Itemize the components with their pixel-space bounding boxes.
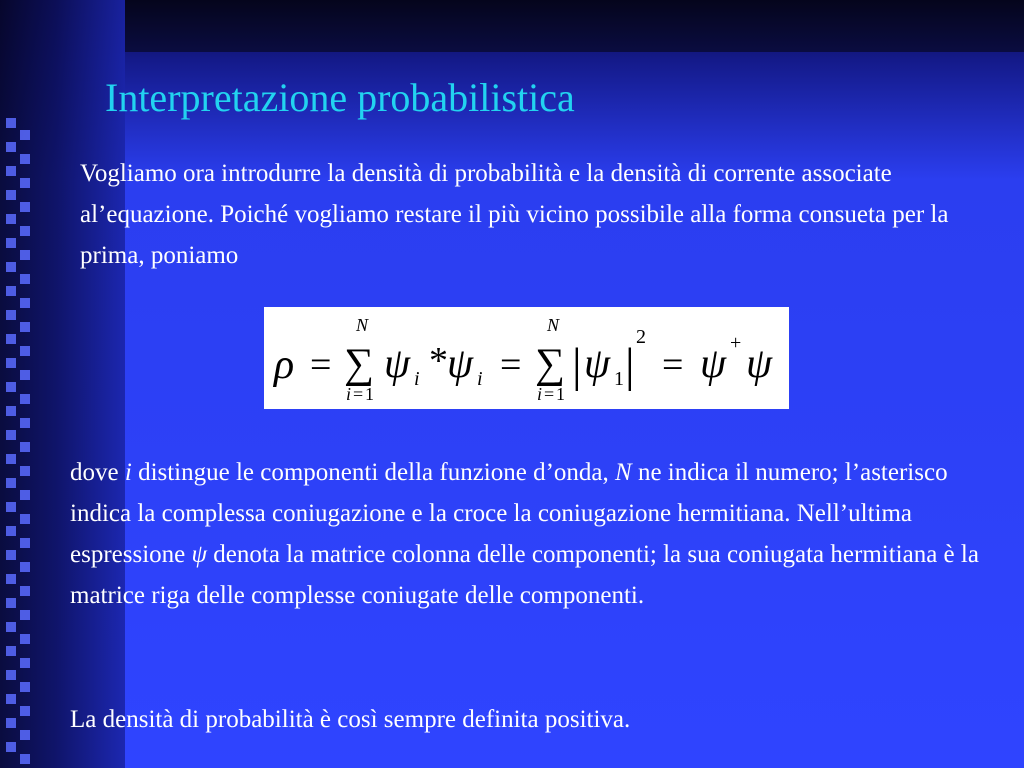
formula-sum1: ∑	[344, 341, 374, 387]
explanation-var-N: N	[615, 459, 632, 486]
top-decoration-strip	[125, 0, 1024, 52]
formula-star: *	[429, 340, 448, 382]
formula-rho: ρ	[274, 342, 295, 388]
formula-sum1-lower-eq: =	[353, 384, 364, 404]
formula-sum1-lower-i: i	[346, 384, 352, 404]
formula-sum2-lower-one: 1	[556, 384, 565, 404]
formula-plus: +	[730, 332, 742, 354]
explanation-text-1: dove	[70, 459, 125, 486]
formula-sub-i-2: i	[477, 368, 483, 390]
formula-psi-5: ψ	[746, 341, 773, 387]
formula-sum2-lower-i: i	[537, 384, 543, 404]
explanation-text-3: ne indica il numero; l’asterisco indica la complessa coniugazione e la croce la coniugazione hermitiana. Nell’ultima espressione	[70, 459, 948, 568]
explanation-text-4: denota la matrice colonna delle componenti; la sua coniugata hermitiana è la matrice riga delle complesse coniugate delle componenti.	[70, 541, 979, 609]
formula-sum1-upper: N	[356, 315, 369, 335]
explanation-var-i: i	[124, 459, 132, 486]
conclusion-paragraph: La densità di probabilità è così sempre definita positiva.	[70, 706, 631, 733]
formula-equals-1: =	[310, 344, 332, 386]
formula-exp-2: 2	[636, 326, 646, 348]
explanation-var-psi: ψ	[191, 541, 208, 568]
formula-box	[264, 307, 789, 409]
formula-sum1-lower-one: 1	[365, 384, 374, 404]
intro-paragraph: Vogliamo ora introdurre la densità di probabilità e la densità di corrente associate al’equazione. Poiché vogliamo restare il più vicino possibile alla forma consueta per la prima, poniamo	[80, 160, 949, 269]
formula-abs-left: |	[572, 339, 582, 392]
formula-sum2-upper: N	[547, 315, 560, 335]
explanation-text-2: distingue le componenti della funzione d’onda,	[131, 459, 616, 486]
explanation-paragraph	[70, 452, 1000, 616]
formula-psi-3: ψ	[584, 341, 611, 387]
formula-equals-3: =	[662, 344, 684, 386]
formula-abs-right: |	[625, 339, 635, 392]
formula-sum2-lower-eq: =	[544, 384, 555, 404]
formula-sub-1: 1	[614, 368, 624, 390]
formula-equals-2: =	[500, 344, 522, 386]
formula-psi-4: ψ	[700, 341, 727, 387]
formula-sum2: ∑	[535, 341, 565, 387]
formula-psi-2: ψ	[447, 341, 474, 387]
formula-sub-i-1: i	[414, 368, 420, 390]
checker-decoration	[0, 118, 34, 768]
density-formula	[264, 307, 789, 409]
formula-psi-1: ψ	[384, 341, 411, 387]
slide-title: Interpretazione probabilistica	[105, 75, 575, 120]
